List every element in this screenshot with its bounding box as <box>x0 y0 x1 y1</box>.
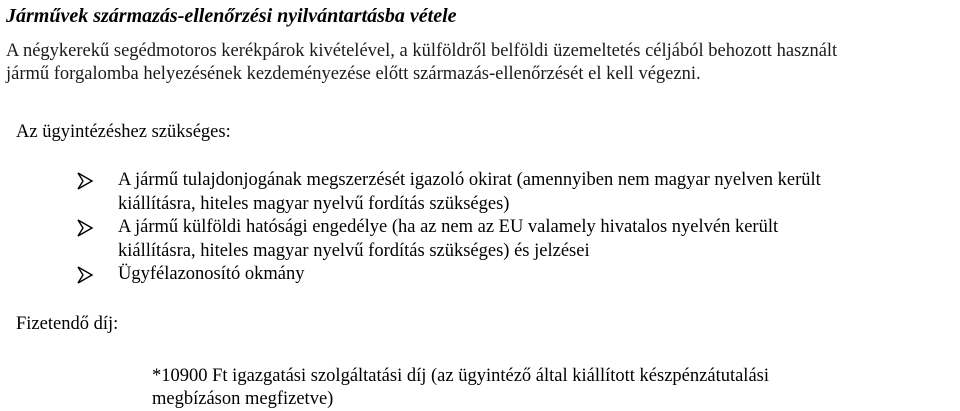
fee-label: Fizetendő díj: <box>16 314 119 334</box>
list-item-line: A jármű külföldi hatósági engedélye (ha az nem az EU valamely hivatalos nyelvén került <box>118 217 779 237</box>
list-item-line: kiállításra, hiteles magyar nyelvű fordítás szükséges) és jelzései <box>118 240 590 261</box>
intro-line: A négykerekű segédmotoros kerékpárok kivételével, a külföldről belföldi üzemeltetés céljából behozott használt <box>6 41 838 61</box>
intro-line: jármű forgalomba helyezésének kezdeményezése előtt származás-ellenőrzését el kell végezni. <box>6 64 701 84</box>
list-item-line: kiállításra, hiteles magyar nyelvű fordítás szükséges) <box>118 193 510 214</box>
fee-line: *10900 Ft igazgatási szolgáltatási díj (az ügyintéző által kiállított készpénzátutalási <box>152 366 769 386</box>
list-item <box>76 263 821 287</box>
list-item-line: A jármű tulajdonjogának megszerzését igazoló okirat (amennyiben nem magyar nyelven került <box>118 170 821 190</box>
fee-line: megbízáson megfizetve) <box>152 389 334 409</box>
list-item-line: Ügyfélazonosító okmány <box>118 264 305 284</box>
intro-paragraph <box>6 40 837 86</box>
requirements-label: Az ügyintézéshez szükséges: <box>16 122 231 142</box>
requirements-list <box>76 169 821 287</box>
arrowhead-bullet-icon <box>76 172 94 190</box>
document-title: Járművek származás-ellenőrzési nyilvántartásba vétele <box>6 5 457 27</box>
list-item <box>76 216 821 263</box>
arrowhead-bullet-icon <box>76 266 94 284</box>
list-item <box>76 169 821 216</box>
arrowhead-bullet-icon <box>76 219 94 237</box>
fee-text <box>152 365 769 411</box>
